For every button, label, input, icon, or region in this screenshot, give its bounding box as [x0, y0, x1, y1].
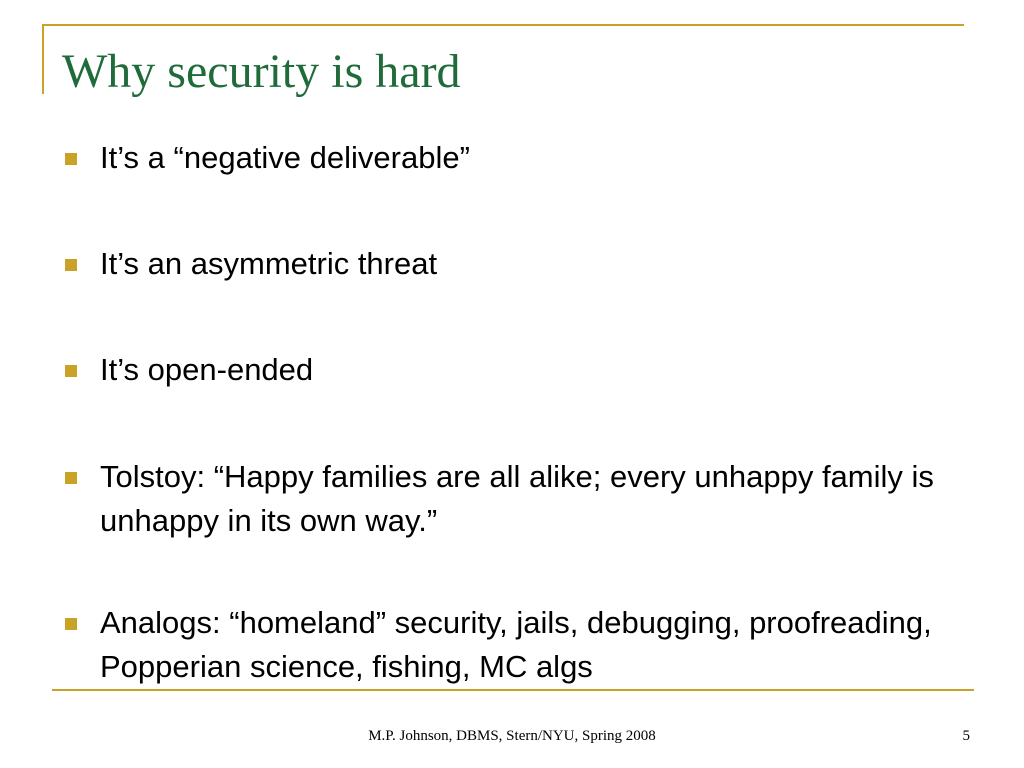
square-bullet-icon — [65, 365, 77, 377]
bullet-text: It’s open-ended — [100, 352, 314, 387]
slide-title: Why security is hard — [62, 45, 461, 98]
square-bullet-icon — [65, 259, 77, 271]
page-number: 5 — [962, 728, 970, 744]
frame-bottom-line — [52, 689, 974, 691]
square-bullet-icon — [65, 153, 77, 165]
bullet-text: Tolstoy: “Happy families are all alike; every unhappy family is unhappy in its own way.” — [100, 459, 934, 538]
bullet-text: It’s an asymmetric threat — [100, 246, 438, 281]
frame-left-line — [42, 24, 44, 94]
bullet-text: Analogs: “homeland” security, jails, debugging, proofreading, Popperian science, fishing, MC algs — [100, 605, 932, 684]
square-bullet-icon — [65, 618, 77, 630]
square-bullet-icon — [65, 472, 77, 484]
frame-top-line — [42, 24, 964, 26]
bullet-text: It’s a “negative deliverable” — [100, 140, 470, 175]
slide-footer: M.P. Johnson, DBMS, Stern/NYU, Spring 2008 — [368, 728, 656, 744]
